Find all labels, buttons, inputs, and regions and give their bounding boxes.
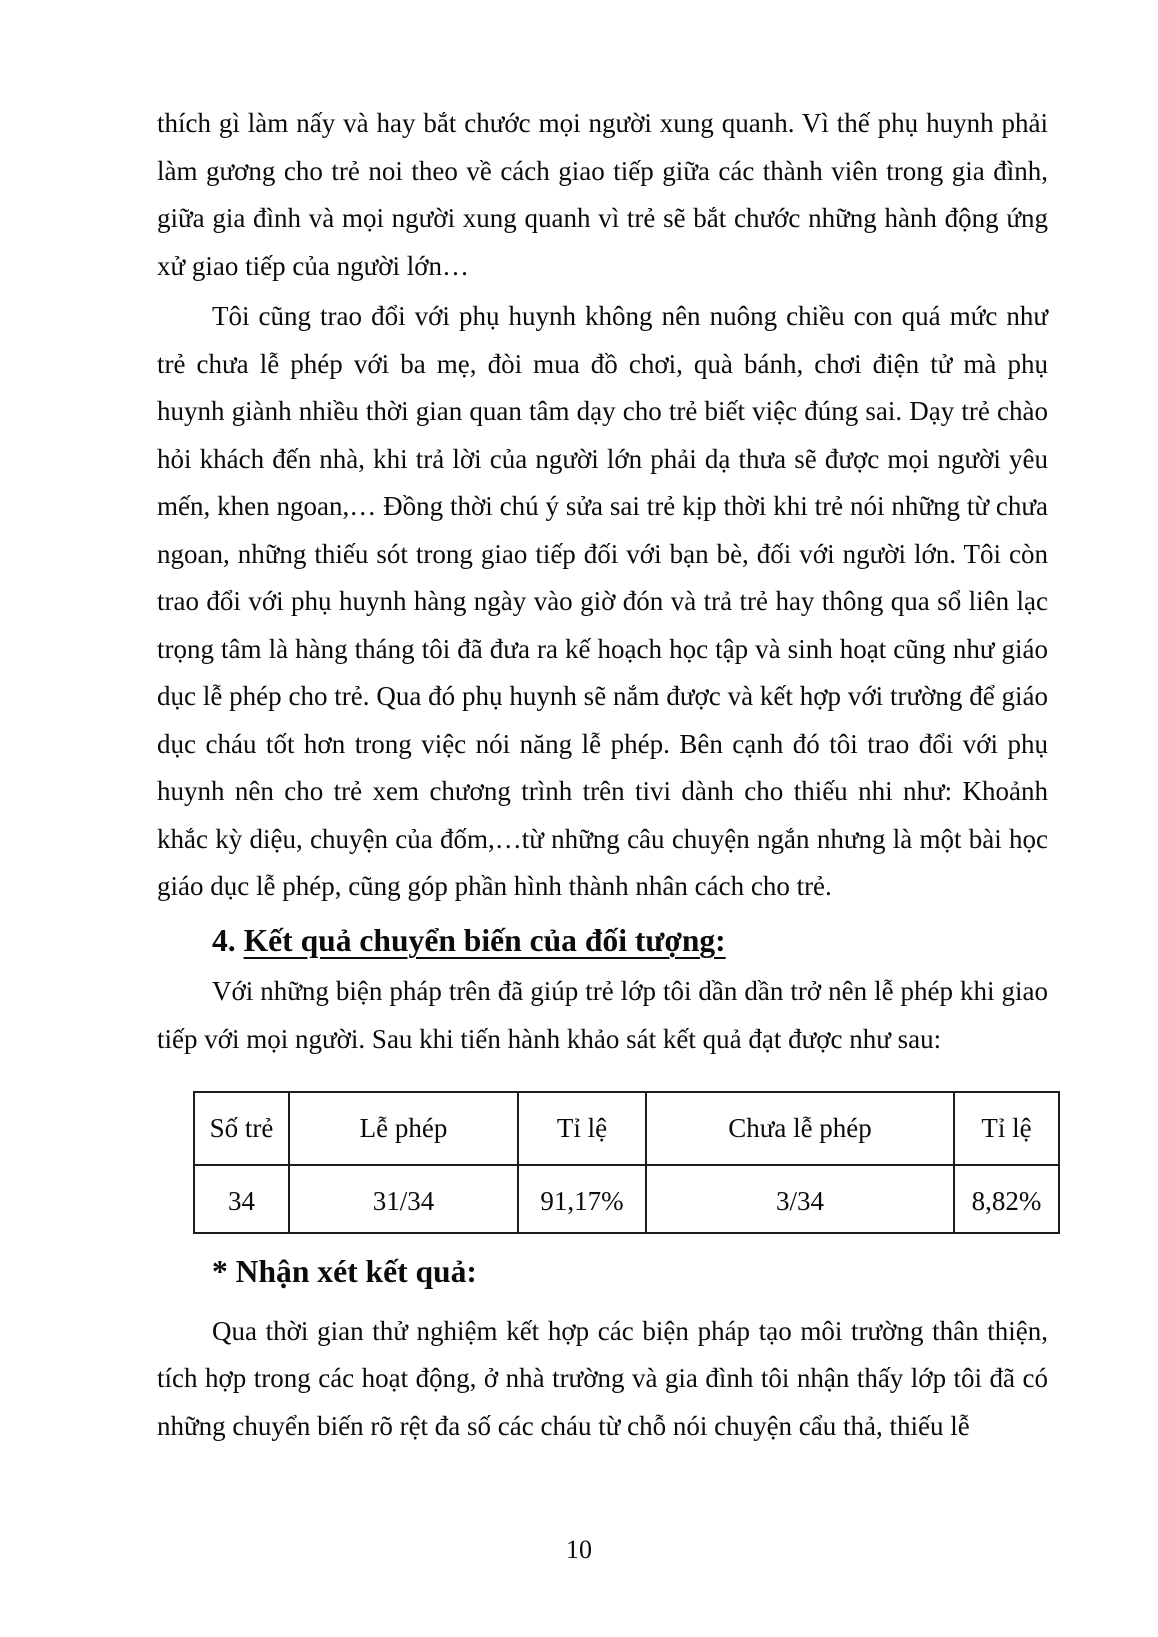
section-4-number: 4.	[212, 922, 236, 958]
body-paragraph-results-intro: Với những biện pháp trên đã giúp trẻ lớp tôi dần dần trở nên lễ phép khi giao tiếp với mọi người. Sau khi tiến hành khảo sát kết quả đạt được như sau:	[157, 976, 1048, 1054]
page-number: 10	[566, 1535, 592, 1564]
results-table-data-row	[194, 1165, 1059, 1233]
section-4-heading	[157, 917, 1048, 965]
table-header-le-phep: Lễ phép	[289, 1092, 518, 1165]
body-paragraph-continuation: thích gì làm nấy và hay bắt chước mọi người xung quanh. Vì thế phụ huynh phải làm gương cho trẻ noi theo về cách giao tiếp giữa các thành viên trong gia đình, giữa gia đình và mọi người xung quanh vì trẻ sẽ bắt chước những hành động ứng xử giao tiếp của người lớn…	[157, 108, 1048, 281]
table-cell-ti-le-2: 8,82%	[954, 1165, 1059, 1233]
table-header-chua-le-phep: Chưa lễ phép	[646, 1092, 954, 1165]
table-cell-chua-le-phep: 3/34	[646, 1165, 954, 1233]
results-table	[193, 1091, 1060, 1234]
section-4-title: Kết quả chuyển biến của đối tượng:	[243, 922, 726, 958]
table-cell-le-phep: 31/34	[289, 1165, 518, 1233]
table-header-so-tre: Số trẻ	[194, 1092, 289, 1165]
table-cell-so-tre: 34	[194, 1165, 289, 1233]
results-note-heading: * Nhận xét kết quả:	[212, 1254, 477, 1289]
results-table-header-row	[194, 1092, 1059, 1165]
body-paragraph-observation: Qua thời gian thử nghiệm kết hợp các biện pháp tạo môi trường thân thiện, tích hợp trong các hoạt động, ở nhà trường và gia đình tôi nhận thấy lớp tôi đã có những chuyển biến rõ rệt đa số các cháu từ chỗ nói chuyện cẩu thả, thiếu lễ	[157, 1315, 1048, 1441]
body-paragraph-parent-exchange: Tôi cũng trao đổi với phụ huynh không nên nuông chiều con quá mức như trẻ chưa lễ phép với ba mẹ, đòi mua đồ chơi, quà bánh, chơi điện tử mà phụ huynh giành nhiều thời gian quan tâm dạy cho trẻ biết việc đúng sai. Dạy trẻ chào hỏi khách đến nhà, khi trả lời của người lớn phải dạ thưa sẽ được mọi người yêu mến, khen ngoan,… Đồng thời chú ý sửa sai trẻ kịp thời khi trẻ nói những từ chưa ngoan, những thiếu sót trong giao tiếp đối với bạn bè, đối với người lớn. Tôi còn trao đổi với phụ huynh hàng ngày vào giờ đón và trả trẻ hay thông qua sổ liên lạc trọng tâm là hàng tháng tôi đã đưa ra kế hoạch học tập và sinh hoạt cũng như giáo dục lễ phép cho trẻ. Qua đó phụ huynh sẽ nắm được và kết hợp với trường để giáo dục cháu tốt hơn trong việc nói năng lễ phép. Bên cạnh đó tôi trao đổi với phụ huynh nên cho trẻ xem chương trình trên tivi dành cho thiếu nhi như: Khoảnh khắc kỳ diệu, chuyện của đốm,…từ những câu chuyện ngắn nhưng là một bài học giáo dục lễ phép, cũng góp phần hình thành nhân cách cho trẻ.	[157, 301, 1048, 901]
table-header-ti-le-2: Tỉ lệ	[954, 1092, 1059, 1165]
table-header-ti-le-1: Tỉ lệ	[518, 1092, 646, 1165]
table-cell-ti-le-1: 91,17%	[518, 1165, 646, 1233]
